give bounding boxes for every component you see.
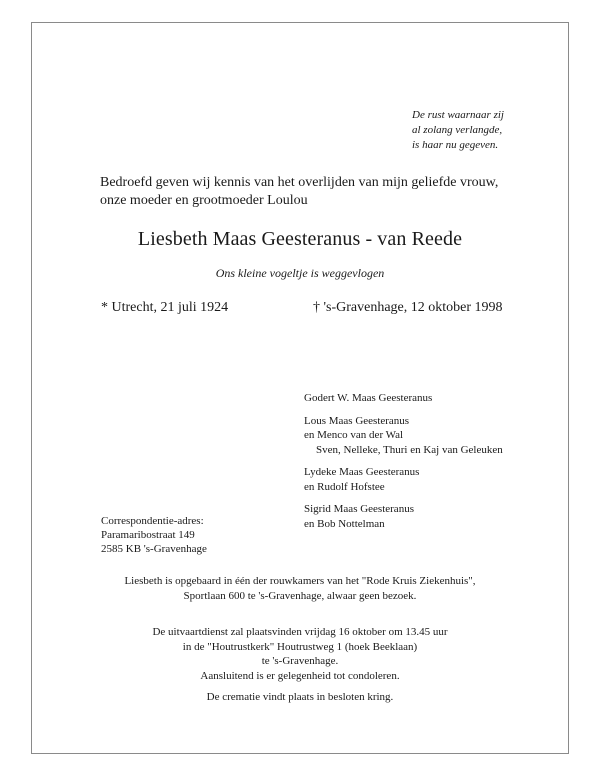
birth-info: * Utrecht, 21 juli 1924: [101, 300, 229, 315]
address-city: 2585 KB 's-Gravenhage: [101, 543, 207, 555]
mourner-group: [304, 414, 503, 458]
mourner-line: Sigrid Maas Geesteranus: [304, 503, 414, 515]
mourner-group: [304, 502, 503, 531]
notice-line: Aansluitend is er gelegenheid tot condoleren.: [200, 669, 400, 682]
intro-line: Bedroefd geven wij kennis van het overlijden van mijn geliefde vrouw,: [100, 175, 499, 190]
mourner-line: en Menco van der Wal: [304, 429, 404, 441]
mourner-group: [304, 391, 503, 406]
intro-line: onze moeder en grootmoeder Loulou: [100, 193, 308, 208]
announcement-intro: [100, 174, 498, 210]
death-info: † 's-Gravenhage, 12 oktober 1998: [313, 300, 503, 315]
mourner-line: en Rudolf Hofstee: [304, 480, 385, 493]
subtitle: Ons kleine vogeltje is weggevlogen: [215, 266, 385, 280]
motto-line: is haar nu gegeven.: [412, 139, 499, 151]
mourner-line: Godert W. Maas Geesteranus: [304, 392, 433, 404]
address-street: Paramaribostraat 149: [101, 529, 195, 541]
address-label: Correspondentie-adres:: [101, 515, 204, 527]
notice-line: in de "Houtrustkerk" Houtrustweg 1 (hoek Beeklaan): [182, 640, 418, 653]
mourner-line: en Bob Nottelman: [304, 517, 385, 530]
motto: [412, 108, 504, 153]
mourners-list: [304, 391, 503, 539]
motto-line: al zolang verlangde,: [412, 124, 503, 136]
cremation-notice: [0, 690, 600, 705]
notice-line: te 's-Gravenhage.: [261, 655, 339, 667]
notice-line: Sportlaan 600 te 's-Gravenhage, alwaar geen bezoek.: [183, 589, 417, 602]
mourner-line: Lous Maas Geesteranus: [304, 414, 410, 427]
correspondence-address: [101, 514, 207, 556]
grandchildren-line: Sven, Nelleke, Thuri en Kaj van Geleuken: [316, 443, 503, 456]
mourner-group: [304, 465, 503, 494]
deceased-name: Liesbeth Maas Geesteranus - van Reede: [137, 228, 463, 250]
funeral-service-notice: [0, 625, 600, 683]
mourner-line: Lydeke Maas Geesteranus: [304, 466, 420, 478]
notice-line: De crematie vindt plaats in besloten kring.: [206, 691, 394, 703]
notice-line: De uitvaartdienst zal plaatsvinden vrijdag 16 oktober om 13.45 uur: [152, 626, 448, 638]
motto-line: De rust waarnaar zij: [412, 109, 504, 121]
notice-line: Liesbeth is opgebaard in één der rouwkamers van het "Rode Kruis Ziekenhuis",: [124, 575, 476, 587]
lying-in-state-notice: [0, 574, 600, 603]
